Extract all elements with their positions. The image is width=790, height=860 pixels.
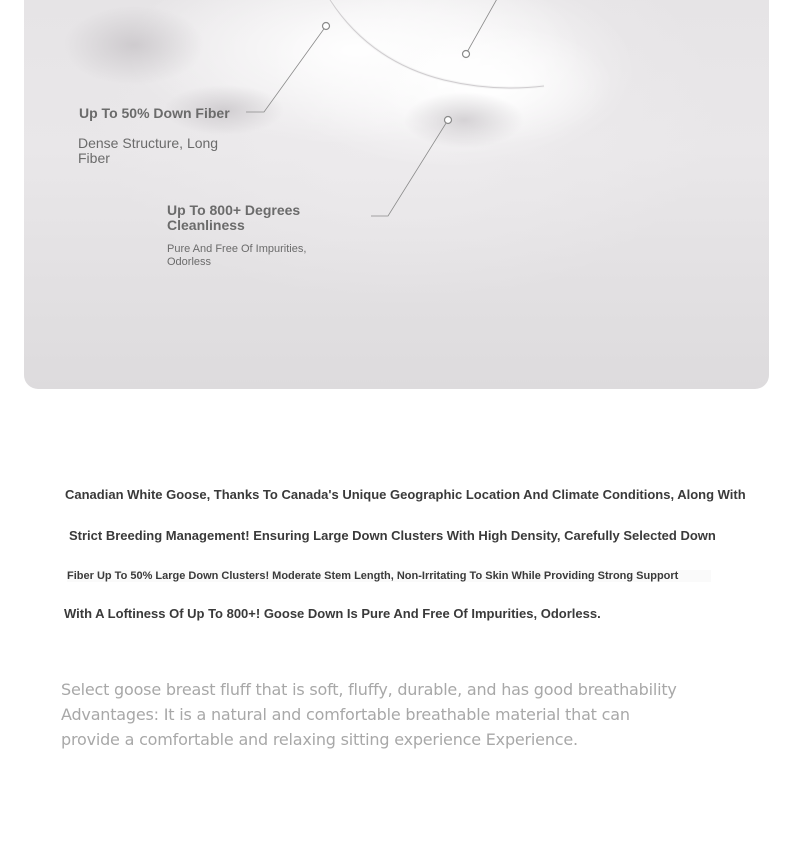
callout-dot	[463, 51, 470, 58]
callout-sub-cleanliness: Pure And Free Of Impurities, Odorless	[167, 243, 307, 268]
product-description	[61, 677, 677, 752]
callout-dot	[323, 23, 330, 30]
callout-sub-down-fiber: Dense Structure, Long Fiber	[78, 135, 219, 166]
paragraph-line: With A Loftiness Of Up To 800+! Goose Down Is Pure And Free Of Impurities, Odorless.	[64, 606, 601, 621]
callout-title-cleanliness: Up To 800+ Degrees Cleanliness	[167, 202, 301, 233]
description-line: provide a comfortable and relaxing sitting experience Experience.	[61, 730, 578, 749]
description-line: Advantages: It is a natural and comfortable breathable material that can	[61, 705, 630, 724]
feather-illustration	[24, 0, 769, 389]
paragraph-line: Fiber Up To 50% Large Down Clusters! Moderate Stem Length, Non-Irritating To Skin While Providing Strong Support	[67, 570, 711, 582]
paragraph-line: Strict Breeding Management! Ensuring Large Down Clusters With High Density, Carefully Selected Down	[69, 528, 716, 543]
callout-title-down-fiber: Up To 50% Down Fiber	[79, 105, 230, 121]
paragraph-line: Canadian White Goose, Thanks To Canada's Unique Geographic Location And Climate Conditions, Along With	[65, 487, 746, 502]
feather-hero-image	[24, 0, 769, 389]
callout-dot	[445, 117, 452, 124]
description-line: Select goose breast fluff that is soft, fluffy, durable, and has good breathability	[61, 680, 677, 699]
